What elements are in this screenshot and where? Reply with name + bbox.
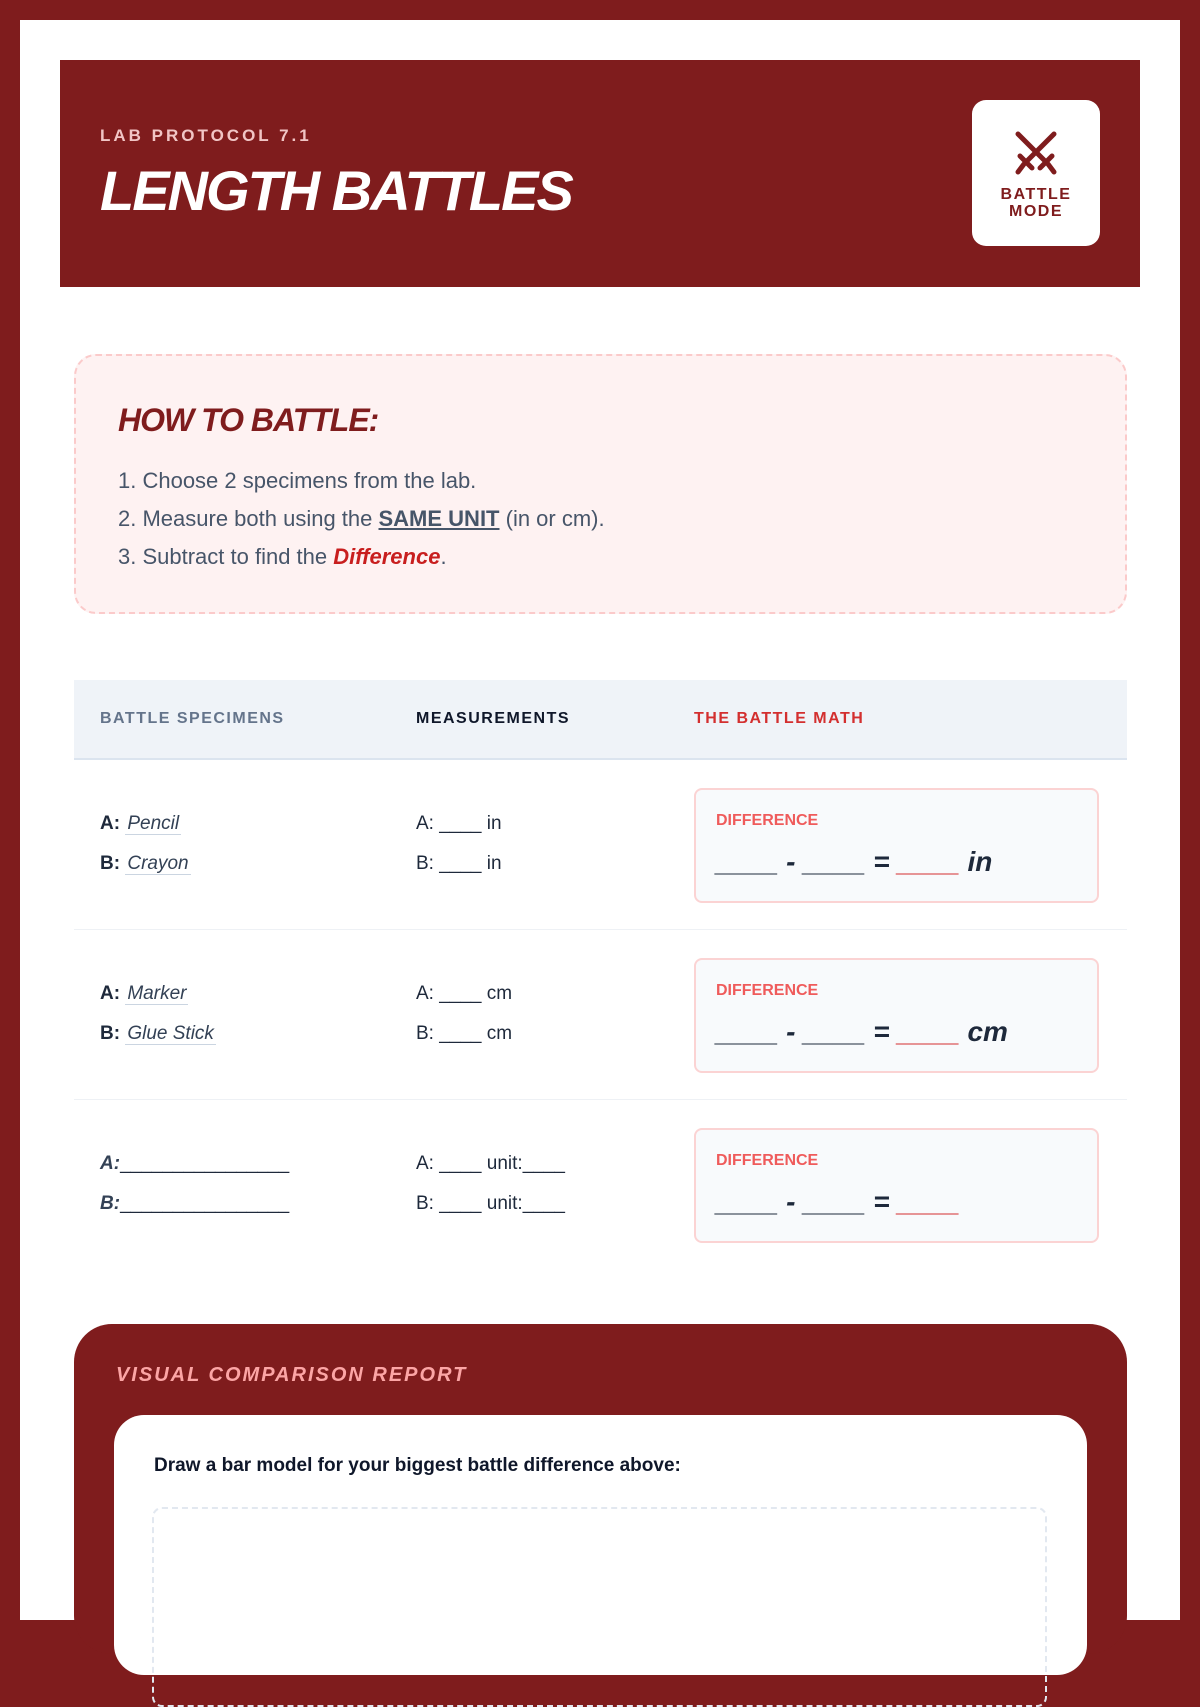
specimen-a-name: Pencil — [127, 813, 180, 834]
table-row — [74, 930, 1127, 1100]
battle-table — [74, 680, 1127, 1270]
eq-blank-b[interactable]: ____ — [803, 846, 866, 877]
table-row — [74, 760, 1127, 930]
table-header — [74, 680, 1127, 760]
specimen-a-blank[interactable]: ________________ — [120, 1153, 290, 1174]
step-1-text: 1. Choose 2 specimens from the lab. — [118, 468, 477, 493]
difference-label: DIFFERENCE — [716, 982, 819, 999]
eq-blank-result[interactable]: ____ — [897, 846, 960, 877]
eq-minus: - — [778, 846, 804, 877]
step-2 — [118, 500, 605, 538]
specimen-a-label: A: — [100, 1153, 121, 1174]
measurement-b[interactable]: B: ____ in — [416, 853, 502, 874]
eq-unit: cm — [959, 1016, 1008, 1047]
eq-blank-b[interactable]: ____ — [803, 1186, 866, 1217]
specimen-a-label: A: — [100, 813, 121, 834]
measurement-a[interactable]: A: ____ cm — [416, 983, 513, 1004]
step-2-pre: 2. Measure both using the — [118, 506, 379, 531]
eq-unit: in — [959, 846, 993, 877]
instructions-title: HOW TO BATTLE: — [118, 402, 379, 438]
bar-model-drawing-area[interactable] — [152, 1507, 1047, 1707]
header-specimens: BATTLE SPECIMENS — [100, 710, 285, 727]
difference-label: DIFFERENCE — [716, 1152, 819, 1169]
specimen-a-label: A: — [100, 983, 121, 1004]
step-1 — [118, 462, 605, 500]
eq-blank-b[interactable]: ____ — [803, 1016, 866, 1047]
step-3 — [118, 538, 605, 576]
difference-equation[interactable] — [716, 1186, 960, 1218]
report-card — [114, 1415, 1087, 1675]
difference-label: DIFFERENCE — [716, 812, 819, 829]
specimen-a — [100, 812, 181, 836]
measurement-a[interactable]: A: ____ unit:____ — [416, 1153, 565, 1174]
battle-math-box — [694, 1128, 1099, 1243]
battle-mode-badge — [972, 100, 1100, 246]
page-title: LENGTH BATTLES — [100, 159, 572, 222]
report-title: VISUAL COMPARISON REPORT — [116, 1364, 468, 1386]
specimen-a — [100, 982, 188, 1006]
specimen-b-label: B: — [100, 1193, 121, 1214]
worksheet-page — [20, 20, 1180, 1620]
header-battle-math: THE BATTLE MATH — [694, 710, 865, 727]
protocol-label: LAB PROTOCOL 7.1 — [100, 126, 312, 145]
instructions-list — [118, 462, 605, 576]
battle-math-box — [694, 788, 1099, 903]
step-2-post: (in or cm). — [499, 506, 605, 531]
battle-math-box — [694, 958, 1099, 1073]
eq-blank-result[interactable]: ____ — [897, 1186, 960, 1217]
page-header — [60, 60, 1140, 287]
specimen-b — [100, 1192, 289, 1216]
eq-equals: = — [865, 1016, 898, 1047]
measurement-b[interactable]: B: ____ cm — [416, 1023, 513, 1044]
specimen-a-name: Marker — [127, 983, 187, 1004]
eq-blank-a[interactable]: ____ — [716, 1186, 779, 1217]
crossed-swords-icon — [1010, 128, 1062, 180]
badge-label — [972, 186, 1100, 220]
specimen-b — [100, 1022, 216, 1046]
eq-minus: - — [778, 1186, 804, 1217]
step-3-pre: 3. Subtract to find the — [118, 544, 334, 569]
difference-emphasis: Difference — [333, 544, 441, 569]
measurement-a[interactable]: A: ____ in — [416, 813, 502, 834]
report-prompt: Draw a bar model for your biggest battle difference above: — [154, 1455, 681, 1476]
specimen-b — [100, 852, 191, 876]
specimen-a — [100, 1152, 289, 1176]
measurement-b[interactable]: B: ____ unit:____ — [416, 1193, 565, 1214]
eq-minus: - — [778, 1016, 804, 1047]
table-row — [74, 1100, 1127, 1270]
same-unit-emphasis: SAME UNIT — [378, 506, 500, 531]
specimen-b-label: B: — [100, 1023, 121, 1044]
visual-comparison-report — [74, 1324, 1127, 1654]
eq-equals: = — [865, 1186, 898, 1217]
eq-blank-a[interactable]: ____ — [716, 846, 779, 877]
header-measurements: MEASUREMENTS — [416, 710, 571, 727]
difference-equation[interactable] — [716, 1016, 1008, 1048]
eq-blank-result[interactable]: ____ — [897, 1016, 960, 1047]
specimen-b-name: Glue Stick — [127, 1023, 214, 1044]
instructions-panel — [74, 354, 1127, 614]
badge-line-2: MODE — [1009, 203, 1063, 220]
eq-blank-a[interactable]: ____ — [716, 1016, 779, 1047]
step-3-post: . — [440, 544, 447, 569]
specimen-b-label: B: — [100, 853, 121, 874]
badge-line-1: BATTLE — [1000, 186, 1072, 203]
difference-equation[interactable] — [716, 846, 992, 878]
eq-equals: = — [865, 846, 898, 877]
specimen-b-name: Crayon — [127, 853, 189, 874]
specimen-b-blank[interactable]: ________________ — [120, 1193, 290, 1214]
